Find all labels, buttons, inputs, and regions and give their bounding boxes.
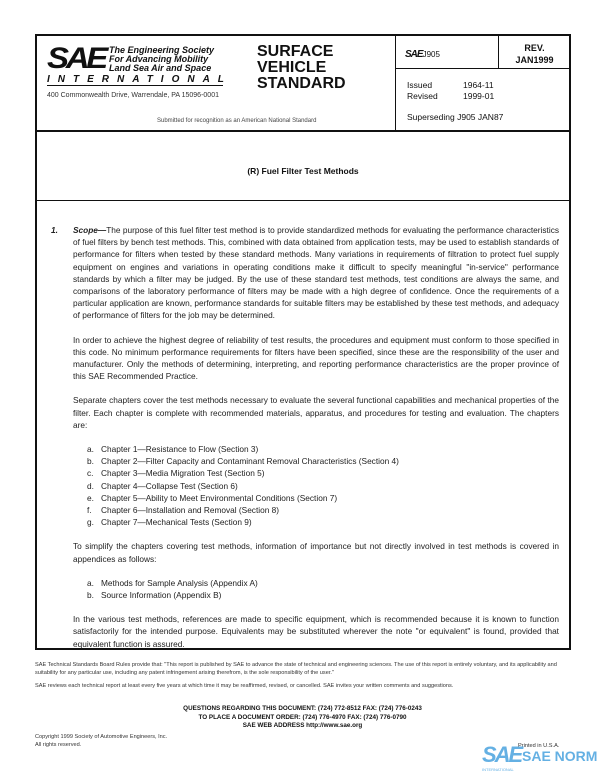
paragraph: Separate chapters cover the test methods necessary to evaluate the several functional capabilities and mechanical properties of the filter. Each chapter is complete with recommended materials, apparatus, and procedures for testing and evaluation. The chapters are: (73, 395, 559, 430)
item-letter: e. (87, 492, 94, 503)
divider (395, 68, 569, 69)
body (51, 224, 559, 662)
item-letter: b. (87, 590, 94, 601)
item-text: Chapter 1—Resistance to Flow (Section 3) (101, 444, 259, 455)
paragraph-text: The purpose of this fuel filter test method is to provide standardized methods for evaluating the performance characteristics of fuel filters by bench test methods. This, combined with data obtained from application tests, may be used to establish standards of performance for filters when tested by these standard methods. Many variations in requirements of filtration to protect fuel supply equipment on engines and variations in operating conditions make it difficult to specify meaningful "in-service" performance standards by which a filter may be judged. By the use of these standard test methods, test conditions are always the same, and comparisons of the laboratory performance of filters may be made with a high degree of confidence. Once the requirements of a particular application are known, performance standards for suitable filters may be established by these test methods, and adequacy of performance of filters for the job may be determined. (73, 225, 559, 321)
issued-label: Issued (407, 80, 433, 90)
doc-type-line: VEHICLE (257, 59, 327, 76)
appendix-list (87, 577, 559, 601)
revised-label: Revised (407, 91, 438, 101)
item-letter: b. (87, 456, 94, 467)
watermark-text: SAE NORM (522, 748, 598, 764)
watermark-logo: SAE (482, 742, 522, 767)
item-text: Chapter 7—Mechanical Tests (Section 9) (101, 517, 252, 528)
item-letter: a. (87, 444, 94, 455)
doc-number (405, 49, 440, 60)
footer-notes (35, 662, 570, 691)
logo-tagline (109, 46, 214, 73)
questions-line: QUESTIONS REGARDING THIS DOCUMENT: (724) 772-8512 FAX: (724) 776-0243 (183, 705, 422, 712)
list-item (87, 467, 559, 479)
rights-line: All rights reserved. (35, 741, 82, 748)
copyright-line: Copyright 1999 Society of Automotive Engineers, Inc. (35, 734, 168, 740)
doc-type (257, 44, 346, 92)
sae-mark: SAE (405, 49, 423, 60)
divider (498, 36, 499, 68)
doc-number-value: J905 (422, 50, 440, 59)
order-line: TO PLACE A DOCUMENT ORDER: (724) 776-4970 FAX: (724) 776-0790 (198, 713, 407, 721)
section-number: 1. (51, 225, 58, 235)
dates (407, 80, 519, 102)
list-item (87, 455, 559, 467)
item-letter: c. (87, 468, 94, 479)
item-text: Chapter 4—Collapse Test (Section 6) (101, 480, 238, 491)
divider (37, 200, 569, 201)
revised-value: 1999-01 (463, 91, 495, 101)
item-letter: a. (87, 577, 94, 588)
tagline-line: The Engineering Society (109, 45, 215, 55)
list-item (87, 492, 559, 504)
address: 400 Commonwealth Drive, Warrendale, PA 15096-0001 (47, 92, 219, 99)
superseding: Superseding J905 JAN87 (407, 112, 504, 122)
rev-label: REV. (524, 43, 545, 53)
item-letter: d. (87, 480, 94, 491)
item-text: Source Information (Appendix B) (101, 590, 222, 601)
issued-value: 1964-11 (463, 80, 494, 90)
list-item (87, 443, 559, 455)
document-frame (35, 34, 571, 650)
doc-type-line: SURFACE (257, 43, 334, 60)
rev-value: JAN1999 (515, 55, 554, 65)
header (37, 36, 569, 132)
item-text: Chapter 5—Ability to Meet Environmental Conditions (Section 7) (101, 492, 338, 503)
copyright (35, 734, 167, 749)
paragraph (73, 224, 559, 322)
item-letter: f. (87, 505, 92, 516)
item-text: Chapter 6—Installation and Removal (Section 8) (101, 505, 280, 516)
printed-in: Printed in U.S.A. (518, 743, 560, 749)
list-item (87, 589, 559, 601)
item-text: Chapter 2—Filter Capacity and Contaminant Removal Characteristics (Section 4) (101, 456, 399, 467)
doc-type-line: STANDARD (257, 75, 346, 92)
chapter-list (87, 443, 559, 528)
rules-note: SAE Technical Standards Board Rules provide that: "This report is published by SAE to advance the state of technical and engineering sciences. The use of this report is entirely voluntary, and its applicability and suitability for any particular use, including any patent infringement arising therefrom, is the sole responsibility of the user." (35, 662, 557, 676)
list-item (87, 480, 559, 492)
list-item (87, 516, 559, 528)
document-title: (R) Fuel Filter Test Methods (247, 166, 359, 176)
item-text: Methods for Sample Analysis (Appendix A) (101, 577, 258, 588)
divider (395, 36, 396, 132)
tagline-line: Land Sea Air and Space (109, 63, 212, 73)
item-letter: g. (87, 517, 94, 528)
web-address[interactable]: SAE WEB ADDRESS http://www.sae.org (242, 722, 363, 729)
paragraph: In order to achieve the highest degree of reliability of test results, the procedures and equipment must conform to those specified in this code. No minimum performance requirements for filters have been specified, since these are the responsibility of the user and manufacturer. Only the methods of determining, interpreting, and reporting performance characteristics are the proper province of this SAE Recommended Practice. (73, 334, 559, 382)
section-heading: Scope— (73, 225, 107, 235)
contact-info (35, 705, 570, 731)
logo-international: INTERNATIONAL (47, 74, 232, 85)
paragraph: To simplify the chapters covering test methods, information of importance but not directly involved in test methods is covered in appendices as follows: (73, 541, 559, 564)
logo-text: SAE (47, 42, 105, 75)
review-note: SAE reviews each technical report at least every five years at which time it may be reaffirmed, revised, or cancelled. SAE invites your written comments and suggestions. (35, 683, 454, 689)
revision (500, 42, 569, 66)
submitted-note: Submitted for recognition as an American National Standard (157, 118, 317, 124)
list-item (87, 577, 559, 589)
sae-norm-watermark (482, 742, 598, 774)
paragraph: In the various test methods, references are made to specific equipment, which is recommended because it is known to function satisfactorily for the intended purpose. Equivalents may be substituted wherever the note "or equivalent" is found, provided that equivalent function is assured. (73, 614, 559, 649)
watermark-sub: INTERNATIONAL (482, 767, 514, 772)
item-text: Chapter 3—Media Migration Test (Section 5) (101, 468, 265, 479)
list-item (87, 504, 559, 516)
tagline-line: For Advancing Mobility (109, 54, 209, 64)
